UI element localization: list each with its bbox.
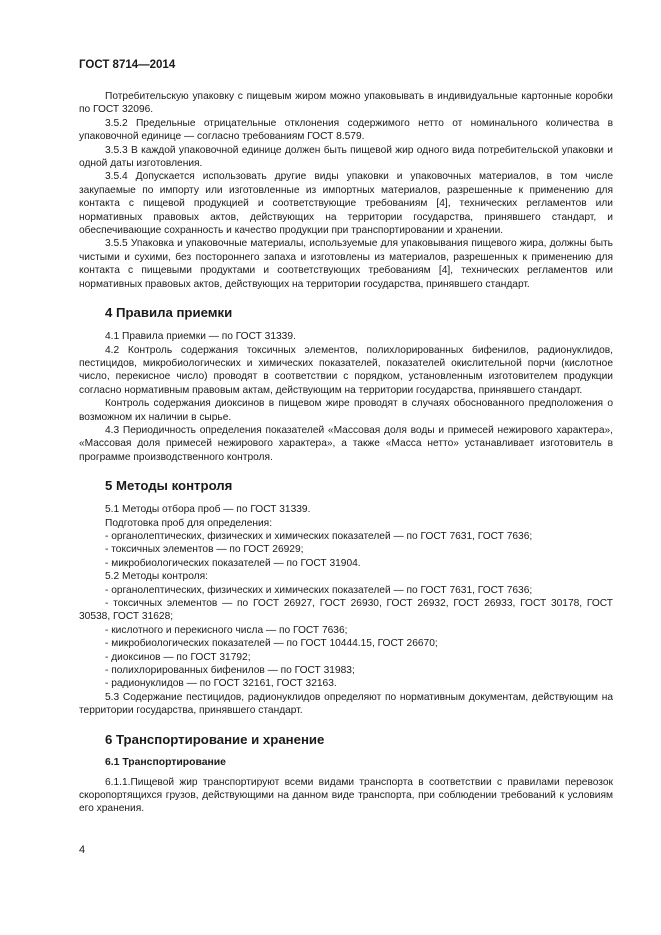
list-item: - полихлорированных бифенилов — по ГОСТ 31983; (105, 665, 355, 677)
paragraph-3-5-2: 3.5.2 Предельные отрицательные отклонения содержимого нетто от номинального количества в упаковочной единице — согласно требованиям ГОСТ 8.579. (79, 117, 613, 143)
paragraph-4-1: 4.1 Правила приемки — по ГОСТ 31339. (105, 331, 296, 343)
section-5-heading: 5 Методы контроля (105, 478, 233, 494)
paragraph-3-5-4: 3.5.4 Допускается использовать другие виды упаковки и упаковочных материалов, в том числе закупаемые по импорту или изготовленные из импортных материалов, разрешенные к применению для контакта с пищевой продукцией и соответствующие требованиям [4], технических регламентов или нормативных правовых актов, действующих на территории государства, принявшего стандарт, и обеспечивающие сохранность и качество продукции при транспортировании и хранении. (79, 171, 613, 237)
paragraph-3-5-continued: Потребительскую упаковку с пищевым жиром можно упаковывать в индивидуальные картонные коробки по ГОСТ 32096. (79, 91, 613, 116)
list-item: - микробиологических показателей — по ГОСТ 31904. (105, 557, 361, 569)
paragraph-3-5-5: 3.5.5 Упаковка и упаковочные материалы, используемые для упаковывания пищевого жира, должны быть чистыми и сухими, без постороннего запаха и изготовлены из материалов, разрешенных к применению для контакта с пищевыми продуктами и соответствующих требованиям [4], технических регламентов или нормативных правовых актов, действующих на территории государства, принявшего стандарт. (79, 238, 613, 290)
paragraph-4-3: 4.3 Периодичность определения показателей «Массовая доля воды и примесей нежирового характера», «Массовая доля примесей нежирового характера», а также «Масса нетто» устанавливает изготовитель в программе производственного контроля. (79, 424, 613, 463)
list-item: - диоксинов — по ГОСТ 31792; (105, 651, 251, 663)
list-item: - органолептических, физических и химических показателей — по ГОСТ 7631, ГОСТ 7636; (105, 530, 533, 542)
paragraph-6-1-1: 6.1.1.Пищевой жир транспортируют всеми видами транспорта в соответствии с правилами перевозок скоропортящихся грузов, действующими на данном виде транспорта, при соблюдении требований к условиям его хранения. (79, 776, 613, 815)
list-item: - микробиологических показателей — по ГОСТ 10444.15, ГОСТ 26670; (105, 638, 438, 650)
section-4-heading: 4 Правила приемки (105, 305, 233, 321)
paragraph-4-2: 4.2 Контроль содержания токсичных элементов, полихлорированных бифенилов, радионуклидов, пестицидов, микробиологических и химических показателей, показателей окислительной порчи (кислотное число, перекисное число) проводят в соответствии с порядком, установленным изготовителем продукции согласно нормативным правовым актам, действующим на территории государства, принявшего стандарт. (79, 344, 613, 396)
paragraph-4-2-dioxins: Контроль содержания диоксинов в пищевом жире проводят в случаях обоснованного предположения о возможном их наличии в сырье. (79, 398, 613, 423)
section-6-1-heading: 6.1 Транспортирование (105, 756, 226, 768)
list-item: - радионуклидов — по ГОСТ 32161, ГОСТ 32163. (105, 678, 337, 690)
list-item: - органолептических, физических и химических показателей — по ГОСТ 7631, ГОСТ 7636; (105, 584, 533, 596)
paragraph-3-5-3: 3.5.3 В каждой упаковочной единице должен быть пищевой жир одного вида потребительской упаковки и одной даты изготовления. (79, 144, 613, 170)
paragraph-5-1: 5.1 Методы отбора проб — по ГОСТ 31339. (105, 504, 311, 516)
page-number: 4 (79, 844, 86, 856)
page-body (79, 90, 613, 816)
list-item: - токсичных элементов — по ГОСТ 26927, ГОСТ 26930, ГОСТ 26932, ГОСТ 26933, ГОСТ 30178, ГОСТ 30538, ГОСТ 31628; (79, 598, 613, 623)
paragraph-5-3: 5.3 Содержание пестицидов, радионуклидов определяют по нормативным документам, действующим на территории государства, принявшего стандарт. (79, 691, 613, 717)
document-code: ГОСТ 8714—2014 (79, 59, 176, 71)
list-item: - токсичных элементов — по ГОСТ 26929; (105, 544, 304, 556)
section-6-heading: 6 Транспортирование и хранение (105, 731, 325, 747)
list-item: - кислотного и перекисного числа — по ГОСТ 7636; (105, 624, 348, 636)
paragraph-5-2: 5.2 Методы контроля: (105, 571, 208, 583)
sample-prep-intro: Подготовка проб для определения: (105, 517, 273, 529)
